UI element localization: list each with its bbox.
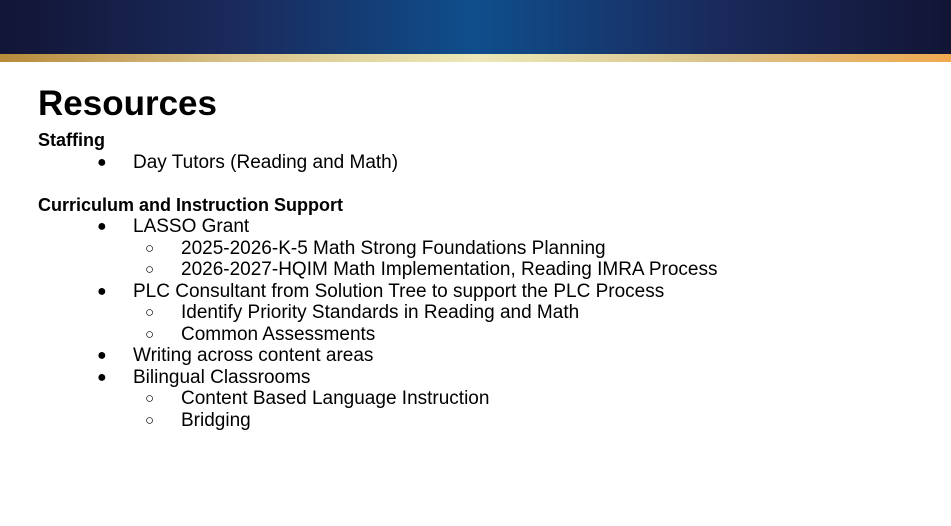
sub-list-item-text: 2025-2026-K-5 Math Strong Foundations Planning — [181, 237, 606, 259]
sub-list-item-text: Common Assessments — [181, 323, 376, 345]
list-item-text: LASSO Grant — [133, 216, 250, 237]
bullet-filled-icon: ● — [97, 347, 107, 364]
spacer — [38, 173, 938, 195]
list-item-text: Bilingual Classrooms — [133, 366, 311, 388]
bullet-filled-icon: ● — [97, 282, 107, 300]
section-heading: Curriculum and Instruction Support — [38, 194, 343, 215]
sub-list-item — [38, 302, 938, 324]
sub-list-item — [38, 259, 938, 281]
bullet-filled-icon: ● — [97, 368, 107, 386]
sub-list-item-text: Content Based Language Instruction — [181, 388, 490, 409]
bullet-hollow-icon: ○ — [145, 239, 155, 257]
header-banner — [0, 0, 951, 54]
bullet-filled-icon: ● — [97, 153, 107, 171]
bullet-filled-icon: ● — [97, 218, 107, 235]
sub-list-item — [38, 324, 938, 346]
bullet-hollow-icon: ○ — [145, 390, 155, 407]
header-accent-stripe — [0, 54, 951, 62]
list-item — [38, 345, 938, 367]
bullet-hollow-icon: ○ — [145, 304, 155, 321]
list-item-text: Writing across content areas — [133, 345, 374, 366]
sub-list-item — [38, 238, 938, 260]
sub-list-item-text: 2026-2027-HQIM Math Implementation, Reading IMRA Process — [181, 259, 718, 280]
bullet-hollow-icon: ○ — [145, 325, 155, 343]
list-item-text: Day Tutors (Reading and Math) — [133, 151, 399, 173]
slide-content — [38, 82, 938, 431]
list-item — [38, 367, 938, 389]
section-heading: Staffing — [38, 130, 105, 150]
bullet-hollow-icon: ○ — [145, 411, 155, 429]
sub-list-item-text: Identify Priority Standards in Reading and Math — [181, 302, 580, 323]
sub-list-item — [38, 388, 938, 410]
sub-list-item-text: Bridging — [181, 409, 251, 431]
list-item — [38, 152, 938, 174]
list-item — [38, 281, 938, 303]
list-item-text: PLC Consultant from Solution Tree to support the PLC Process — [133, 280, 665, 302]
bullet-hollow-icon: ○ — [145, 261, 155, 278]
list-item — [38, 216, 938, 238]
section-curriculum — [38, 195, 938, 432]
slide-title: Resources — [38, 84, 217, 123]
section-staffing — [38, 130, 938, 173]
sub-list-item — [38, 410, 938, 432]
